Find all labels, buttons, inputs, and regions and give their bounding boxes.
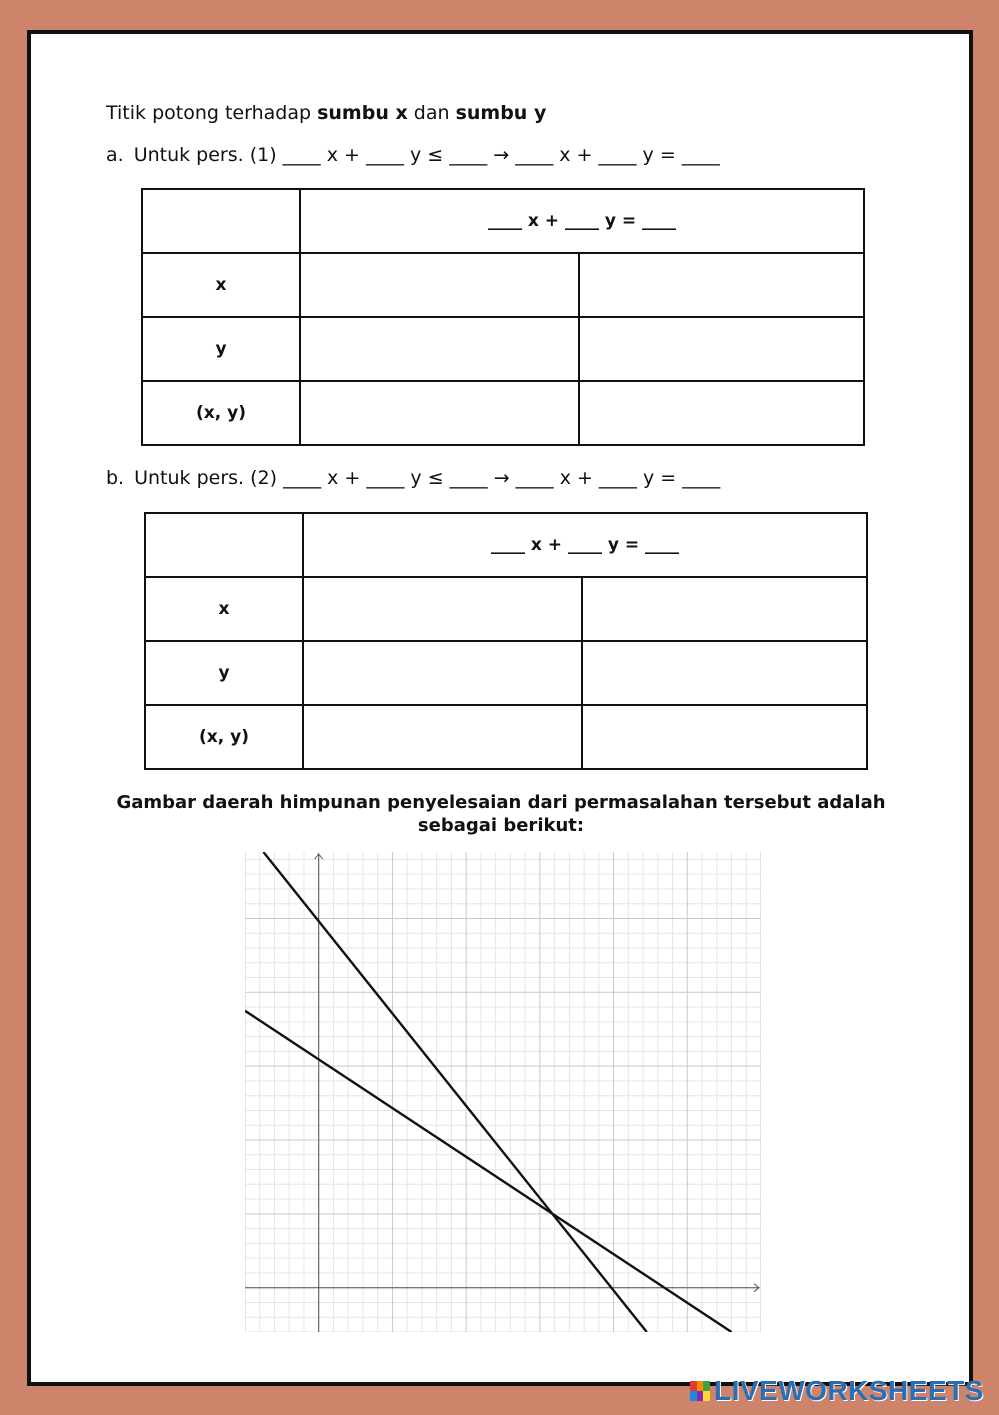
- line-1: [263, 852, 646, 1332]
- equation-a: a. Untuk pers. (1) ____ x + ____ y ≤ ____ → ____ x + ____ y = ____: [106, 144, 720, 166]
- row-label-x: x: [145, 577, 303, 641]
- table-corner-cell: [145, 513, 303, 577]
- line-2: [245, 1011, 732, 1332]
- row-label-point: (x, y): [145, 705, 303, 769]
- answer-cell[interactable]: [303, 641, 582, 705]
- logo-square: [703, 1391, 710, 1401]
- answer-cell[interactable]: [582, 705, 867, 769]
- equation-b: b. Untuk pers. (2) ____ x + ____ y ≤ ____ → ____ x + ____ y = ____: [106, 467, 721, 489]
- liveworksheets-logo: LIVEWORKSHEETS: [690, 1376, 984, 1406]
- equation-lines: [245, 852, 732, 1332]
- row-label-x: x: [142, 253, 300, 317]
- answer-cell[interactable]: [582, 577, 867, 641]
- logo-square: [697, 1391, 704, 1401]
- table-header: ____ x + ____ y = ____: [300, 189, 864, 253]
- answer-cell[interactable]: [579, 317, 864, 381]
- row-label-point: (x, y): [142, 381, 300, 445]
- section-title: Titik potong terhadap sumbu x dan sumbu y: [106, 102, 547, 124]
- answer-cell[interactable]: [303, 705, 582, 769]
- solution-region-graph: [245, 852, 761, 1332]
- graph-caption: Gambar daerah himpunan penyelesaian dari permasalahan tersebut adalah sebagai berikut:: [116, 792, 886, 836]
- answer-cell[interactable]: [300, 381, 579, 445]
- answer-cell[interactable]: [300, 317, 579, 381]
- worksheet-page: [27, 30, 973, 1386]
- row-label-y: y: [145, 641, 303, 705]
- answer-cell[interactable]: [579, 381, 864, 445]
- intercept-table-1: [141, 188, 865, 446]
- table-corner-cell: [142, 189, 300, 253]
- answer-cell[interactable]: [303, 577, 582, 641]
- table-header: ____ x + ____ y = ____: [303, 513, 867, 577]
- logo-square: [690, 1381, 697, 1391]
- logo-square: [690, 1391, 697, 1401]
- logo-square: [703, 1381, 710, 1391]
- row-label-y: y: [142, 317, 300, 381]
- intercept-table-2: [144, 512, 868, 770]
- answer-cell[interactable]: [579, 253, 864, 317]
- logo-icon: [690, 1381, 710, 1401]
- answer-cell[interactable]: [300, 253, 579, 317]
- answer-cell[interactable]: [582, 641, 867, 705]
- logo-square: [697, 1381, 704, 1391]
